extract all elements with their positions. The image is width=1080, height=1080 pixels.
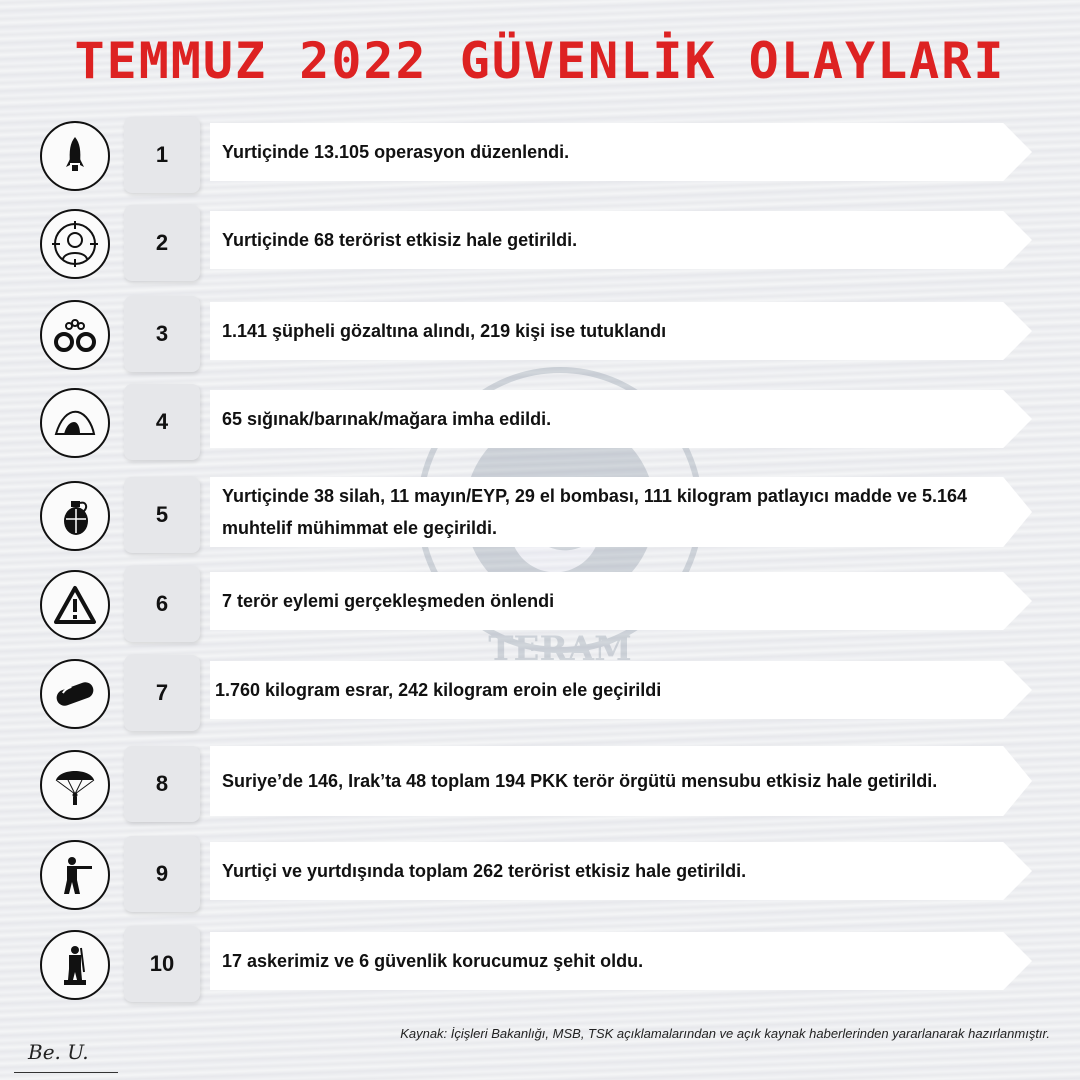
list-item	[0, 296, 1080, 376]
item-number: 3	[155, 321, 169, 346]
handcuffs-icon	[40, 300, 110, 370]
item-number: 1	[155, 142, 169, 167]
source-note: Kaynak: İçişleri Bakanlığı, MSB, TSK açıklamalarından ve açık kaynak haberlerinden yararlanarak hazırlanmıştır.	[400, 1026, 1050, 1041]
list-item	[0, 926, 1080, 1006]
watermark-text: TERAM	[488, 629, 632, 669]
signature-line	[14, 1072, 118, 1073]
item-text: 65 sığınak/barınak/mağara imha edildi.	[222, 409, 552, 429]
item-number: 6	[155, 591, 169, 616]
parachute-icon	[40, 750, 110, 820]
list-item	[0, 117, 1080, 197]
item-text: Yurtiçinde 68 terörist etkisiz hale getirildi.	[222, 230, 578, 250]
list-item	[0, 384, 1080, 464]
item-text: Yurtiçi ve yurtdışında toplam 262 terörist etkisiz hale getirildi.	[222, 861, 747, 881]
grenade-icon	[40, 481, 110, 551]
target-person-icon	[40, 209, 110, 279]
item-number: 9	[155, 861, 169, 886]
rocket-icon	[40, 121, 110, 191]
item-text: 17 askerimiz ve 6 güvenlik korucumuz şehit oldu.	[222, 951, 644, 971]
signature: Be. U.	[28, 1040, 89, 1064]
list-item	[0, 746, 1080, 826]
list-item	[0, 477, 1080, 557]
item-number: 4	[155, 409, 169, 434]
item-text: 1.141 şüpheli gözaltına alındı, 219 kişi ise tutuklandı	[222, 321, 667, 341]
list-item	[0, 205, 1080, 285]
cave-icon	[40, 388, 110, 458]
item-number: 10	[149, 951, 175, 976]
pill-icon	[40, 659, 110, 729]
warning-icon	[40, 570, 110, 640]
list-item	[0, 836, 1080, 916]
item-number: 7	[155, 680, 169, 705]
item-text: Yurtiçinde 38 silah, 11 mayın/EYP, 29 el bombası, 111 kilogram patlayıcı madde ve 5.164 muhtelif mühimmat ele geçirildi.	[222, 486, 968, 538]
item-text: 1.760 kilogram esrar, 242 kilogram eroin ele geçirildi	[215, 680, 662, 700]
item-text: 7 terör eylemi gerçekleşmeden önlendi	[222, 591, 555, 611]
page-title: TEMMUZ 2022 GÜVENLİK OLAYLARI	[74, 32, 1006, 90]
item-number: 2	[155, 230, 169, 255]
item-text: Suriye’de 146, Irak’ta 48 toplam 194 PKK terör örgütü mensubu etkisiz hale getirildi.	[222, 771, 938, 791]
item-text: Yurtiçinde 13.105 operasyon düzenlendi.	[222, 142, 570, 162]
soldier-aiming-icon	[40, 840, 110, 910]
soldier-statue-icon	[40, 930, 110, 1000]
item-number: 8	[155, 771, 169, 796]
list-item	[0, 566, 1080, 646]
list-item	[0, 655, 1080, 735]
item-number: 5	[155, 502, 169, 527]
